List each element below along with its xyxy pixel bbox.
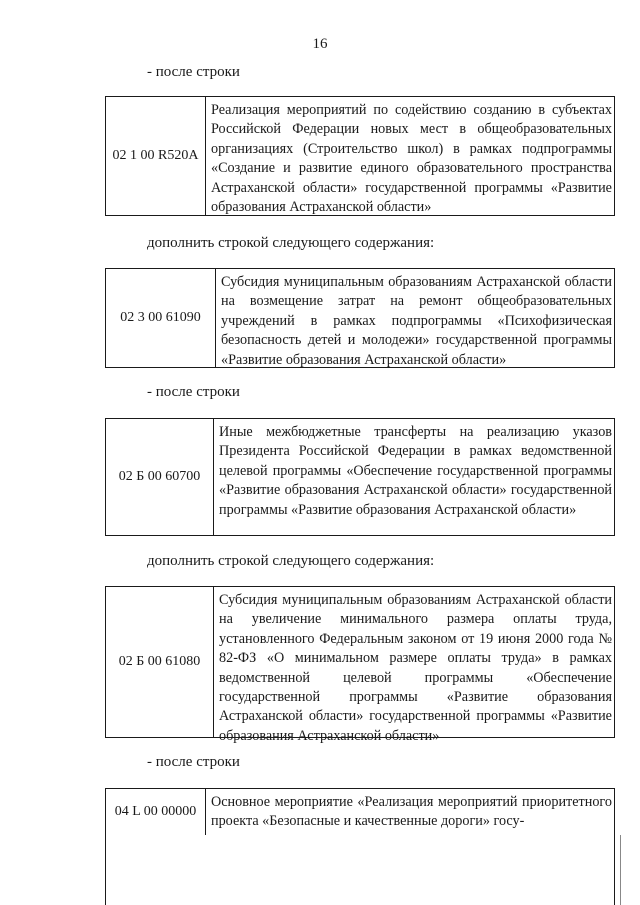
page-number: 16: [312, 36, 328, 52]
page-edge-line: [620, 835, 621, 905]
budget-entry-description: Основное мероприятие «Реализация мероприятий приоритетного проекта «Безопасные и качественные дороги» госу-: [211, 794, 612, 830]
budget-entry-description: Субсидия муниципальным образованиям Астраханской области на увеличение минимального размера оплаты труда, установленного Федеральным законом от 19 июня 2000 года № 82-ФЗ «О минимальном размере оплаты труда» в рамках ведомственной целевой программы «Обеспечение государственной программы «Развитие образования Астраханской области» государственной программы «Развитие образования Астраханской области»: [219, 592, 612, 744]
budget-entry-5: [105, 788, 615, 905]
budget-entry-3: [105, 418, 615, 536]
budget-entry-code: 04 L 00 00000: [106, 789, 206, 835]
budget-entry-code: 02 3 00 61090: [106, 269, 216, 367]
budget-entry-2: [105, 268, 615, 368]
budget-entry-1: [105, 96, 615, 216]
budget-entry-code: 02 1 00 R520A: [106, 97, 206, 215]
after-line-label-1: - после строки: [147, 64, 240, 80]
budget-entry-description: Иные межбюджетные трансферты на реализацию указов Президента Российской Федерации в рамках ведомственной целевой программы «Обеспечение государственной программы «Развитие образования Астраханской области» государственной программы «Развитие образования Астраханской области»: [219, 424, 612, 518]
after-line-label-2: - после строки: [147, 384, 240, 400]
budget-entry-code: 02 Б 00 60700: [106, 419, 214, 535]
supplement-line-label-2: дополнить строкой следующего содержания:: [147, 553, 435, 569]
budget-entry-4: [105, 586, 615, 744]
after-line-label-3: - после строки: [147, 754, 240, 770]
supplement-line-label-1: дополнить строкой следующего содержания:: [147, 235, 435, 251]
budget-entry-code: 02 Б 00 61080: [106, 587, 214, 737]
budget-entry-description: Субсидия муниципальным образованиям Астраханской области на возмещение затрат на ремонт общеобразовательных учреждений в рамках подпрограммы «Психофизическая безопасность детей и молодежи» государственной программы «Развитие образования Астраханской области»: [221, 274, 612, 368]
budget-entry-description: Реализация мероприятий по содействию созданию в субъектах Российской Федерации новых мест в общеобразовательных организациях (Строительство школ) в рамках подпрограммы «Создание и развитие единого образовательного пространства Астраханской области» государственной программы «Развитие образования Астраханской области»: [211, 102, 612, 216]
